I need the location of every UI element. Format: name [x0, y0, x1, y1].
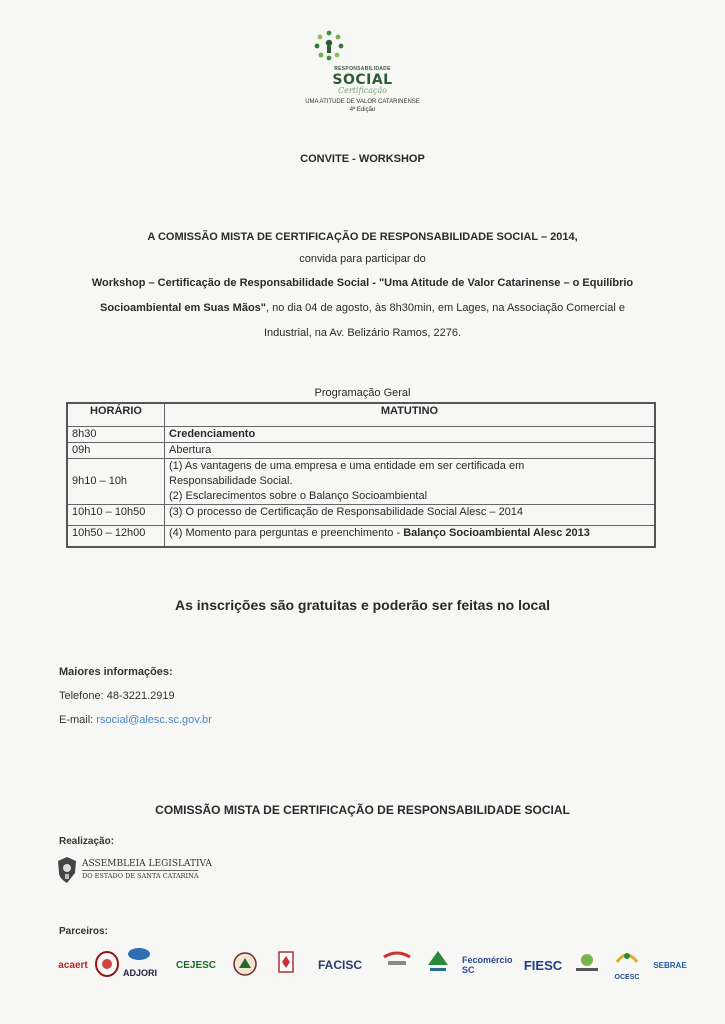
row-time: 9h10 – 10h: [67, 459, 165, 505]
invite-line-1: A COMISSÃO MISTA DE CERTIFICAÇÃO DE RESPONSABILIDADE SOCIAL – 2014,: [147, 231, 578, 243]
partner-logo-fiesc: FIESC: [523, 957, 563, 973]
row-time: 10h50 – 12h00: [67, 526, 165, 548]
realizacao-label: Realização:: [59, 836, 115, 847]
assembleia-name: ASSEMBLEIA LEGISLATIVA: [82, 859, 212, 869]
row-activity: (3) O processo de Certificação de Responsabilidade Social Alesc – 2014: [165, 505, 656, 526]
footer-title: COMISSÃO MISTA DE CERTIFICAÇÃO DE RESPONSABILIDADE SOCIAL: [155, 803, 570, 817]
row-time: 8h30: [67, 427, 165, 443]
row-activity: [165, 526, 656, 548]
page-title: CONVITE - WORKSHOP: [300, 153, 425, 165]
table-row: [67, 427, 655, 443]
invite-line-5: Industrial, na Av. Belizário Ramos, 2276.: [263, 327, 462, 339]
partner-emblem-6-icon: [572, 950, 602, 976]
column-header-morning: MATUTINO: [165, 403, 656, 427]
assembleia-divider: [82, 870, 198, 871]
contact-email-row: [59, 714, 212, 726]
responsabilidade-social-logo-icon: [312, 28, 346, 62]
table-row: [67, 526, 655, 548]
row-activity-bold: Balanço Socioambiental Alesc 2013: [403, 527, 590, 539]
invite-line-4: [0, 297, 725, 319]
table-row: [67, 443, 655, 459]
row-activity: [165, 459, 656, 505]
table-row: [67, 505, 655, 526]
table-row: [67, 459, 655, 505]
row-activity: Credenciamento: [165, 427, 656, 443]
partner-logo-ocesc: OCESC: [614, 973, 640, 981]
partner-emblem-1-icon: [94, 950, 120, 978]
row-activity-line: (1) As vantagens de uma empresa e uma entidade em ser certificada em: [169, 460, 525, 472]
contact-email-label: E-mail:: [59, 714, 97, 726]
logo-top-text: RESPONSABILIDADE: [334, 66, 391, 72]
partner-logo-cejesc: CEJESC: [175, 959, 216, 971]
row-activity: Abertura: [165, 443, 656, 459]
partner-emblem-3-icon: [275, 948, 297, 978]
logo-script-text: Certificação: [338, 86, 388, 95]
partner-emblem-5-icon: [424, 947, 452, 977]
program-table: [66, 402, 656, 548]
row-activity-line: Responsabilidade Social.: [169, 475, 293, 487]
registration-notice: As inscrições são gratuitas e poderão ser feitas no local: [174, 597, 551, 613]
invite-line-4-bold: Socioambiental em Suas Mãos": [100, 302, 267, 314]
table-header-row: [67, 403, 655, 427]
row-time: 09h: [67, 443, 165, 459]
logo-edition: 4ª Edição: [349, 107, 376, 113]
invite-line-3: Workshop – Certificação de Responsabilidade Social - "Uma Atitude de Valor Catarinense – o Equilíbrio: [91, 277, 634, 289]
row-activity-line: (2) Esclarecimentos sobre o Balanço Socioambiental: [169, 490, 428, 502]
partner-logo-facisc: FACISC: [317, 958, 362, 972]
partner-logo-sebrae: SEBRAE: [653, 960, 687, 970]
invite-line-4-rest: , no dia 04 de agosto, às 8h30min, em Lages, na Associação Comercial e: [266, 302, 625, 314]
contact-email-link[interactable]: rsocial@alesc.sc.gov.br: [96, 714, 212, 726]
contact-heading: Maiores informações:: [59, 666, 173, 678]
program-title: Programação Geral: [314, 387, 411, 399]
row-activity-text: (4) Momento para perguntas e preenchimento -: [169, 527, 404, 539]
partner-logo-adjori: ADJORI: [122, 968, 157, 978]
partner-logo-fecomercio: Fecomércio SC: [462, 955, 513, 975]
invite-line-2: convida para participar do: [299, 253, 426, 265]
contact-phone: Telefone: 48-3221.2919: [59, 690, 175, 702]
logo-tagline: UMA ATITUDE DE VALOR CATARINENSE: [305, 99, 420, 105]
row-time: 10h10 – 10h50: [67, 505, 165, 526]
parceiros-label: Parceiros:: [59, 926, 108, 937]
partner-emblem-4-icon: [380, 947, 414, 977]
partner-logo-acaert: acaert: [58, 959, 88, 971]
partner-emblem-2-icon: [232, 950, 258, 978]
assembleia-state: DO ESTADO DE SANTA CATARINA: [82, 872, 199, 880]
logo-main-text: SOCIAL: [332, 72, 393, 88]
assembleia-crest-icon: [56, 856, 78, 884]
column-header-time: HORÁRIO: [67, 403, 165, 427]
